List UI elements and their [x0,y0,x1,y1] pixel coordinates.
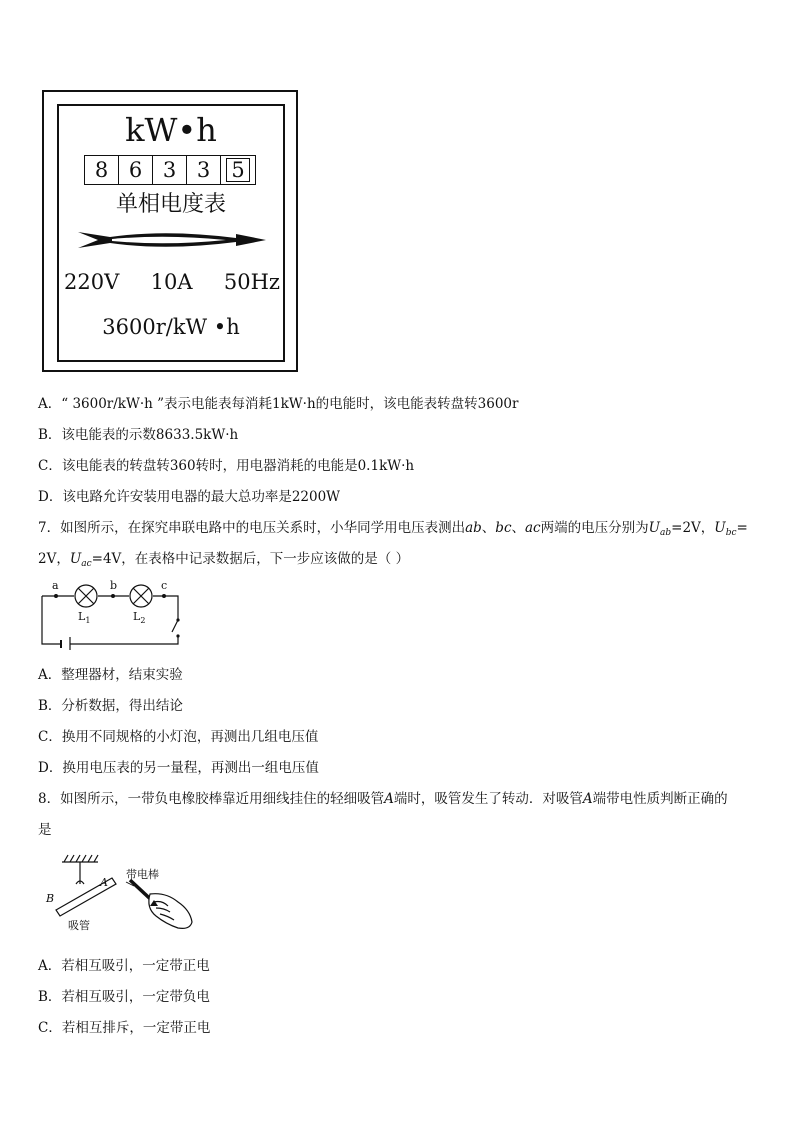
meter-digit: 8 [85,156,119,184]
q6-option-b: B．该电能表的示数8633.5kW·h [38,427,239,443]
meter-type-label: 单相电度表 [115,192,226,217]
meter-digit-decimal: 5 [221,156,255,184]
q8-option-c: C．若相互排斥，一定带正电 [38,1020,211,1036]
q8-stem-line1: 8．如图所示，一带负电橡胶棒靠近用细线挂住的轻细吸管A端时，吸管发生了转动．对吸管A端带电性质判断正确的 [38,791,728,807]
straw-label: 吸管 [68,919,90,932]
q7-option-a: A．整理器材，结束实验 [38,667,183,683]
q6-option-d: D．该电路允许安装用电器的最大总功率是2200W [38,489,341,505]
node-label-c: c [161,579,168,592]
q7-stem-line2: 2V，$U_{ac}=4V$，在表格中记录数据后，下一步应该做的是（ ） [38,551,410,569]
charged-rod-label: 带电棒 [126,868,159,881]
node-label-b: b [110,579,118,592]
node-label-a: a [52,579,59,592]
meter-voltage: 220V [64,270,120,294]
meter-digit: 6 [119,156,153,184]
q8-option-b: B．若相互吸引，一定带负电 [38,989,210,1005]
meter-current: 10A [150,270,193,294]
meter-digits [84,155,256,185]
q7-stem-line1: 7．如图所示，在探究串联电路中的电压关系时，小华同学用电压表测出ab、bc、ac两端的电压分别为$U_{ab}=2V$，$U_{bc}=$ [38,520,748,538]
meter-constant: 3600r/kW •h [102,315,240,339]
q7-option-d: D．换用电压表的另一量程，再测出一组电压值 [38,760,319,776]
q6-option-a: A．“ 3600r/kW·h ”表示电能表每消耗1kW·h的电能时，该电能表转盘转3600r [38,396,519,412]
lamp-label-l1: $L_1$ [78,610,91,625]
lamp-label-l2: $L_2$ [133,610,146,625]
rotation-arrow-icon [76,226,268,254]
q6-option-c: C．该电能表的转盘转360转时，用电器消耗的电能是0.1kW·h [38,458,415,474]
series-circuit-diagram [36,578,186,650]
meter-frequency: 50Hz [223,270,280,294]
q7-option-b: B．分析数据，得出结论 [38,698,183,714]
q8-option-a: A．若相互吸引，一定带正电 [38,958,210,974]
q7-option-c: C．换用不同规格的小灯泡，再测出几组电压值 [38,729,319,745]
meter-unit: kW•h [125,111,217,149]
q8-stem-line2: 是 [38,822,52,838]
meter-digit: 3 [187,156,221,184]
meter-specs [64,268,280,296]
meter-digit: 3 [153,156,187,184]
straw-and-rod-diagram [42,850,198,946]
straw-end-b-label: B [46,892,55,905]
straw-end-a-label: A [100,876,108,889]
